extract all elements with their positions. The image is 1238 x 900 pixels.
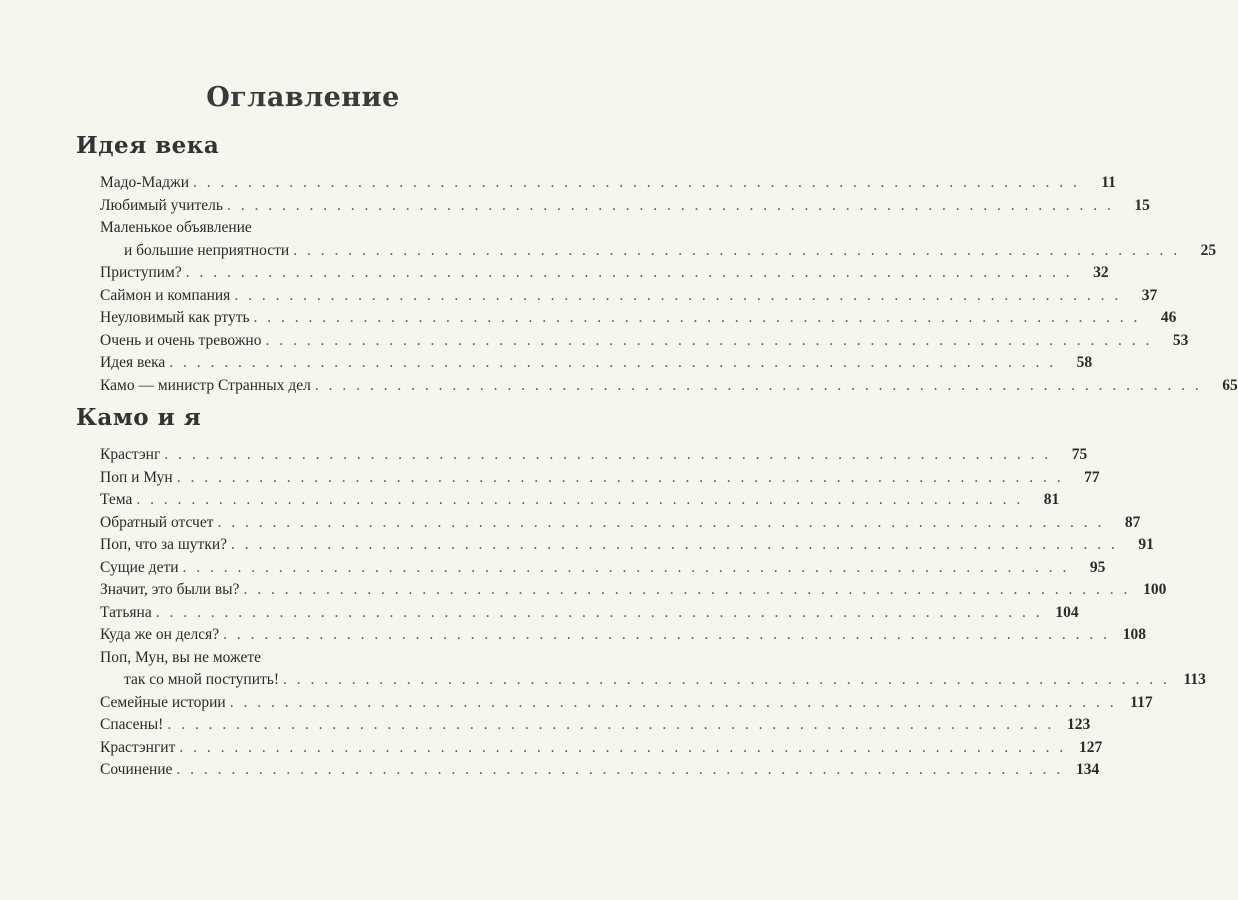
toc-entries — [76, 172, 1238, 397]
page-number: 15 — [1134, 196, 1150, 214]
toc-entry — [100, 534, 1154, 557]
dot-leader: . . . . . . . . . . . . . . . . . . . . . . . . . . . . . . . . . . . . . . . . . . . . . . . . . . . . . . . . . . . . . . . . . — [182, 558, 1070, 576]
toc-entry — [100, 352, 1093, 375]
toc-entry — [100, 195, 1150, 218]
page-number: 104 — [1055, 603, 1079, 621]
section-title: Камо и я — [76, 404, 202, 431]
entry-title: Сочинение — [100, 761, 173, 778]
toc-entry — [100, 172, 1116, 195]
entry-title: Семейные истории — [100, 693, 226, 711]
dot-leader: . . . . . . . . . . . . . . . . . . . . . . . . . . . . . . . . . . . . . . . . . . . . . . . . . . . . . . . . . . . . . . . . . — [223, 626, 1111, 643]
dot-leader: . . . . . . . . . . . . . . . . . . . . . . . . . . . . . . . . . . . . . . . . . . . . . . . . . . . . . . . . . . . . . . . . . — [185, 264, 1073, 281]
dot-leader: . . . . . . . . . . . . . . . . . . . . . . . . . . . . . . . . . . . . . . . . . . . . . . . . . . . . . . . . . . . . . . . . . — [253, 309, 1141, 326]
toc-entry — [100, 737, 1103, 760]
page-number: 11 — [1101, 174, 1116, 191]
entry-title: Поп и Мун — [100, 468, 173, 486]
dot-leader: . . . . . . . . . . . . . . . . . . . . . . . . . . . . . . . . . . . . . . . . . . . . . . . . . . . . . . . . . . . . . . . . . — [283, 671, 1170, 688]
page-number: 113 — [1183, 671, 1206, 688]
dot-leader: . . . . . . . . . . . . . . . . . . . . . . . . . . . . . . . . . . . . . . . . . . . . . . . . . . . . . . . . . . . . . . . . . — [167, 716, 1055, 733]
page-number: 37 — [1141, 286, 1158, 304]
entry-title-line1: Поп, Мун, вы не можете — [100, 648, 262, 666]
entry-title: Значит, это были вы? — [100, 581, 240, 598]
dot-leader: . . . . . . . . . . . . . . . . . . . . . . . . . . . . . . . . . . . . . . . . . . . . . . . . . . . . . . . . . . . . . . . . . — [226, 196, 1114, 214]
dot-leader: . . . . . . . . . . . . . . . . . . . . . . . . . . . . . . . . . . . . . . . . . . . . . . . . . . . . . . . . . . . . . . . . . — [234, 286, 1122, 304]
section-title: Идея века — [76, 132, 220, 159]
toc-entry — [100, 444, 1088, 467]
entry-title: Идея века — [100, 354, 166, 371]
dot-leader: . . . . . . . . . . . . . . . . . . . . . . . . . . . . . . . . . . . . . . . . . . . . . . . . . . . . . . . . . . . . . . . . . — [293, 241, 1181, 259]
toc-entries — [76, 444, 1206, 782]
dot-leader: . . . . . . . . . . . . . . . . . . . . . . . . . . . . . . . . . . . . . . . . . . . . . . . . . . . . . . . . . . . . . . . . . — [229, 693, 1117, 711]
entry-title: Камо — министр Странных дел — [100, 376, 311, 394]
page-number: 108 — [1122, 626, 1147, 643]
page-number: 75 — [1071, 446, 1088, 463]
dot-leader: . . . . . . . . . . . . . . . . . . . . . . . . . . . . . . . . . . . . . . . . . . . . . . . . . . . . . . . . . . . . . . . . . — [169, 354, 1057, 371]
entry-title: Неуловимый как ртуть — [100, 309, 250, 326]
toc-entry — [100, 714, 1091, 737]
entry-title: Тема — [100, 491, 133, 508]
toc-entry — [100, 579, 1167, 602]
entry-title: Поп, что за шутки? — [100, 536, 228, 553]
toc-entry — [100, 307, 1177, 330]
toc-entry — [100, 602, 1079, 625]
toc-entry — [100, 647, 1206, 692]
entry-title: Спасены! — [100, 716, 164, 733]
toc-entry — [100, 557, 1106, 580]
page-number: 100 — [1143, 581, 1167, 598]
page-number: 117 — [1130, 693, 1153, 711]
entry-title: Сущие дети — [100, 558, 179, 576]
toc-entry — [100, 285, 1158, 308]
page-number: 95 — [1089, 558, 1106, 576]
dot-leader: . . . . . . . . . . . . . . . . . . . . . . . . . . . . . . . . . . . . . . . . . . . . . . . . . . . . . . . . . . . . . . . . . — [164, 446, 1052, 463]
page-number: 65 — [1222, 376, 1238, 394]
toc-entry — [100, 467, 1100, 490]
page-number: 46 — [1160, 309, 1177, 326]
entry-title: Куда же он делся? — [100, 626, 220, 643]
entry-title: Обратный отсчет — [100, 513, 214, 531]
page-title: Оглавление — [206, 82, 400, 113]
entry-title: Очень и очень тревожно — [100, 331, 262, 349]
entry-title: Любимый учитель — [100, 196, 223, 214]
dot-leader: . . . . . . . . . . . . . . . . . . . . . . . . . . . . . . . . . . . . . . . . . . . . . . . . . . . . . . . . . . . . . . . . . — [176, 468, 1064, 486]
page-number: 123 — [1066, 716, 1091, 733]
dot-leader: . . . . . . . . . . . . . . . . . . . . . . . . . . . . . . . . . . . . . . . . . . . . . . . . . . . . . . . . . . . . . . . . . — [314, 376, 1202, 394]
page-number: 81 — [1043, 491, 1060, 508]
toc-entry — [100, 262, 1109, 285]
toc-entry — [100, 217, 1217, 262]
dot-leader: . . . . . . . . . . . . . . . . . . . . . . . . . . . . . . . . . . . . . . . . . . . . . . . . . . . . . . . . . . . . . . . . . — [179, 738, 1067, 756]
entry-title: так со мной поступить! — [124, 671, 279, 688]
toc-entry — [100, 759, 1100, 782]
page-number: 77 — [1084, 468, 1100, 486]
toc-entry — [100, 692, 1153, 715]
entry-title: Приступим? — [100, 264, 182, 281]
page-number: 127 — [1079, 738, 1103, 756]
entry-title: Татьяна — [100, 603, 152, 621]
dot-leader: . . . . . . . . . . . . . . . . . . . . . . . . . . . . . . . . . . . . . . . . . . . . . . . . . . . . . . . . . . . . . . . . . — [217, 513, 1105, 531]
toc-entry — [100, 375, 1238, 398]
entry-title: Мадо-Маджи — [100, 174, 190, 191]
toc-section — [76, 404, 1206, 782]
page-number: 87 — [1124, 513, 1141, 531]
toc-entry — [100, 489, 1060, 512]
page-number: 58 — [1076, 354, 1093, 371]
page-number: 91 — [1138, 536, 1154, 553]
dot-leader: . . . . . . . . . . . . . . . . . . . . . . . . . . . . . . . . . . . . . . . . . . . . . . . . . . . . . . . . . . . . . . . . . — [265, 331, 1153, 349]
toc-entry — [100, 330, 1189, 353]
toc-section — [76, 132, 1238, 397]
entry-title: Саймон и компания — [100, 286, 231, 304]
dot-leader: . . . . . . . . . . . . . . . . . . . . . . . . . . . . . . . . . . . . . . . . . . . . . . . . . . . . . . . . . . . . . . . . . — [155, 603, 1043, 621]
entry-title: Крастэнгит — [100, 738, 176, 756]
page-number: 134 — [1076, 761, 1100, 778]
entry-title-line1: Маленькое объявление — [100, 219, 252, 236]
toc-entry — [100, 512, 1141, 535]
entry-title: и большие неприятности — [124, 241, 290, 259]
dot-leader: . . . . . . . . . . . . . . . . . . . . . . . . . . . . . . . . . . . . . . . . . . . . . . . . . . . . . . . . . . . . . . . . . — [193, 174, 1080, 191]
entry-title: Крастэнг — [100, 446, 161, 463]
toc-entry — [100, 624, 1147, 647]
page-number: 53 — [1172, 331, 1189, 349]
page-number: 32 — [1093, 264, 1109, 281]
dot-leader: . . . . . . . . . . . . . . . . . . . . . . . . . . . . . . . . . . . . . . . . . . . . . . . . . . . . . . . . . . . . . . . . . — [176, 761, 1064, 778]
dot-leader: . . . . . . . . . . . . . . . . . . . . . . . . . . . . . . . . . . . . . . . . . . . . . . . . . . . . . . . . . . . . . . . . . — [231, 536, 1118, 553]
page-number: 25 — [1200, 241, 1217, 259]
dot-leader: . . . . . . . . . . . . . . . . . . . . . . . . . . . . . . . . . . . . . . . . . . . . . . . . . . . . . . . . . . . . . . . . . — [136, 491, 1024, 508]
dot-leader: . . . . . . . . . . . . . . . . . . . . . . . . . . . . . . . . . . . . . . . . . . . . . . . . . . . . . . . . . . . . . . . . . — [243, 581, 1131, 598]
